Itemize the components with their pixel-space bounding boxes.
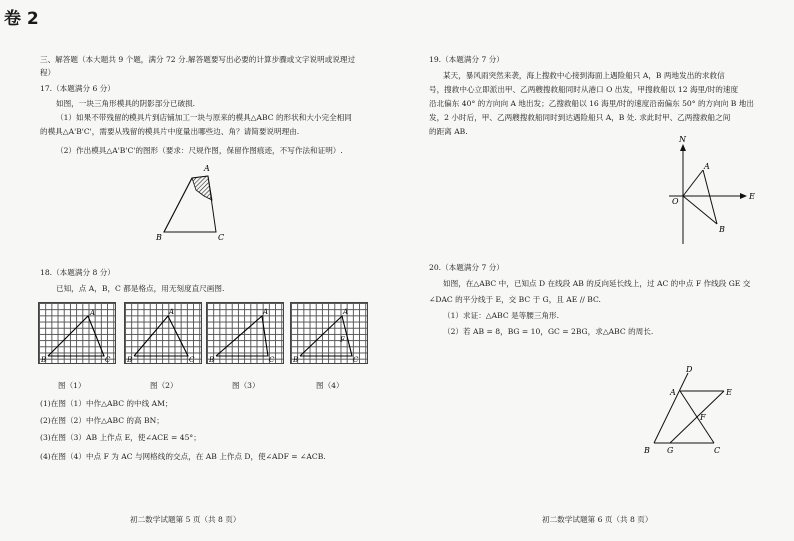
q20-label-C: C	[714, 446, 721, 455]
q18-caption-1: 图（1）	[58, 381, 86, 390]
q20-heading: 20.（本题满分 7 分）	[429, 263, 504, 272]
q19-label-B: B	[719, 225, 725, 234]
q17-heading: 17.（本题满分 6 分）	[40, 84, 115, 93]
q18-heading: 18.（本题满分 8 分）	[40, 268, 115, 277]
q18-caption-4: 图（4）	[316, 381, 344, 390]
q19-label-N: N	[679, 135, 686, 144]
q18-caption-3: 图（3）	[232, 381, 260, 390]
paper-banner: 卷 2	[4, 9, 39, 29]
q18-stem: 已知，点 A，B，C 都是格点，用无刻度直尺画图.	[56, 284, 225, 293]
q17-stem: 如图，一块三角形模具的阴影部分已破损.	[56, 99, 196, 108]
q19-line4: 发，2 小时后，甲、乙两艘搜救船同时到达遇险船只 A，B 处. 求此时甲、乙两搜救船之间	[429, 113, 731, 122]
q18-3-C: C	[269, 356, 275, 364]
q17-part2: （2）作出模具△A'B'C'的图形（要求：尺规作图，保留作图痕迹，不写作法和证明）.	[56, 146, 343, 155]
right-page	[397, 0, 794, 541]
q19-line2: 号，搜救中心立即派出甲、乙两艘搜救船同时从港口 O 出发，甲搜救船以 12 海里/时的速度	[429, 85, 739, 94]
q18-4-A: A	[343, 308, 349, 316]
q19-line5: 的距离 AB.	[429, 127, 468, 136]
q20-label-E: E	[726, 388, 732, 397]
q18-4-B: B	[293, 356, 299, 364]
q18-4-F: F	[340, 336, 345, 344]
q17-label-C: C	[218, 233, 225, 242]
section-heading: 三、解答题（本大题共 9 个题，满分 72 分.解答题要写出必要的计算步骤或文字说明或说理过	[40, 55, 356, 64]
q18-4-C: C	[353, 356, 359, 364]
q19-label-A: A	[704, 162, 710, 171]
q18-triangle-1	[38, 302, 116, 364]
q19-compass-figure	[667, 135, 757, 250]
q19-label-E: E	[749, 192, 755, 201]
q19-heading: 19.（本题满分 7 分）	[429, 55, 504, 64]
section-heading-cont: 程）	[40, 68, 56, 77]
q19-line1: 某天，暴风雨突然来袭，海上搜救中心接到海面上遇险船只 A，B 两地发出的求救信	[443, 71, 725, 80]
q17-part1-line2: 的模具△A'B'C'，需要从残留的模具片中度量出哪些边、角？请简要说明理由.	[40, 127, 300, 136]
q18-1-B: B	[41, 356, 47, 364]
q20-part2: （2）若 AB = 8，BG = 10，GC = 2BG，求△ABC 的周长.	[443, 327, 654, 336]
q17-label-B: B	[156, 233, 162, 242]
q18-2-C: C	[189, 356, 195, 364]
q20-triangle-figure	[642, 365, 742, 460]
q18-item-2: (2)在图（2）中作△ABC 的高 BN；	[40, 416, 164, 425]
q19-line3: 沿北偏东 40° 的方向向 A 地出发；乙搜救船以 16 海里/时的速度沿南偏东 50° 的方向向 B 地出	[429, 99, 754, 108]
q18-item-3: (3)在图（3）AB 上作点 E，使∠ACE = 45°；	[40, 433, 201, 442]
q18-1-C: C	[105, 356, 111, 364]
left-footer: 初二数学试题第 5 页（共 8 页）	[130, 515, 241, 524]
q18-item-1: (1)在图（1）中作△ABC 的中线 AM；	[40, 399, 173, 408]
q18-2-B: B	[127, 356, 133, 364]
q17-part1-line1: （1）如果不带残留的模具片到店铺加工一块与原来的模具△ABC 的形状和大小完全相同	[56, 113, 352, 122]
q18-item-4: (4)在图（4）中点 F 为 AC 与网格线的交点，在 AB 上作点 D，使∠ADF = ∠ACB.	[40, 452, 326, 461]
q18-1-A: A	[90, 309, 96, 317]
q20-line1: 如图，在△ABC 中，已知点 D 在线段 AB 的反向延长线上，过 AC 的中点 F 作线段 GE 交	[443, 279, 751, 288]
q17-label-A: A	[204, 164, 210, 173]
right-footer: 初二数学试题第 6 页（共 8 页）	[542, 515, 653, 524]
q18-caption-2: 图（2）	[150, 381, 178, 390]
q20-part1: （1）求证：△ABC 是等腰三角形.	[443, 311, 560, 320]
q20-label-D: D	[686, 365, 693, 374]
q20-label-F: F	[700, 413, 706, 422]
q18-2-A: A	[169, 308, 175, 316]
q20-label-B: B	[644, 446, 650, 455]
q18-3-A: A	[263, 308, 269, 316]
q20-label-A: A	[670, 388, 676, 397]
q17-triangle-figure	[150, 160, 240, 250]
q20-label-G: G	[667, 446, 674, 455]
q19-label-O: O	[672, 197, 679, 206]
q18-triangle-4	[290, 302, 368, 364]
q18-3-B: B	[209, 356, 215, 364]
q18-triangle-2	[124, 302, 202, 364]
q20-line2: ∠DAC 的平分线于 E，交 BC 于 G，且 AE // BC.	[429, 295, 601, 304]
q18-triangle-3	[206, 302, 284, 364]
